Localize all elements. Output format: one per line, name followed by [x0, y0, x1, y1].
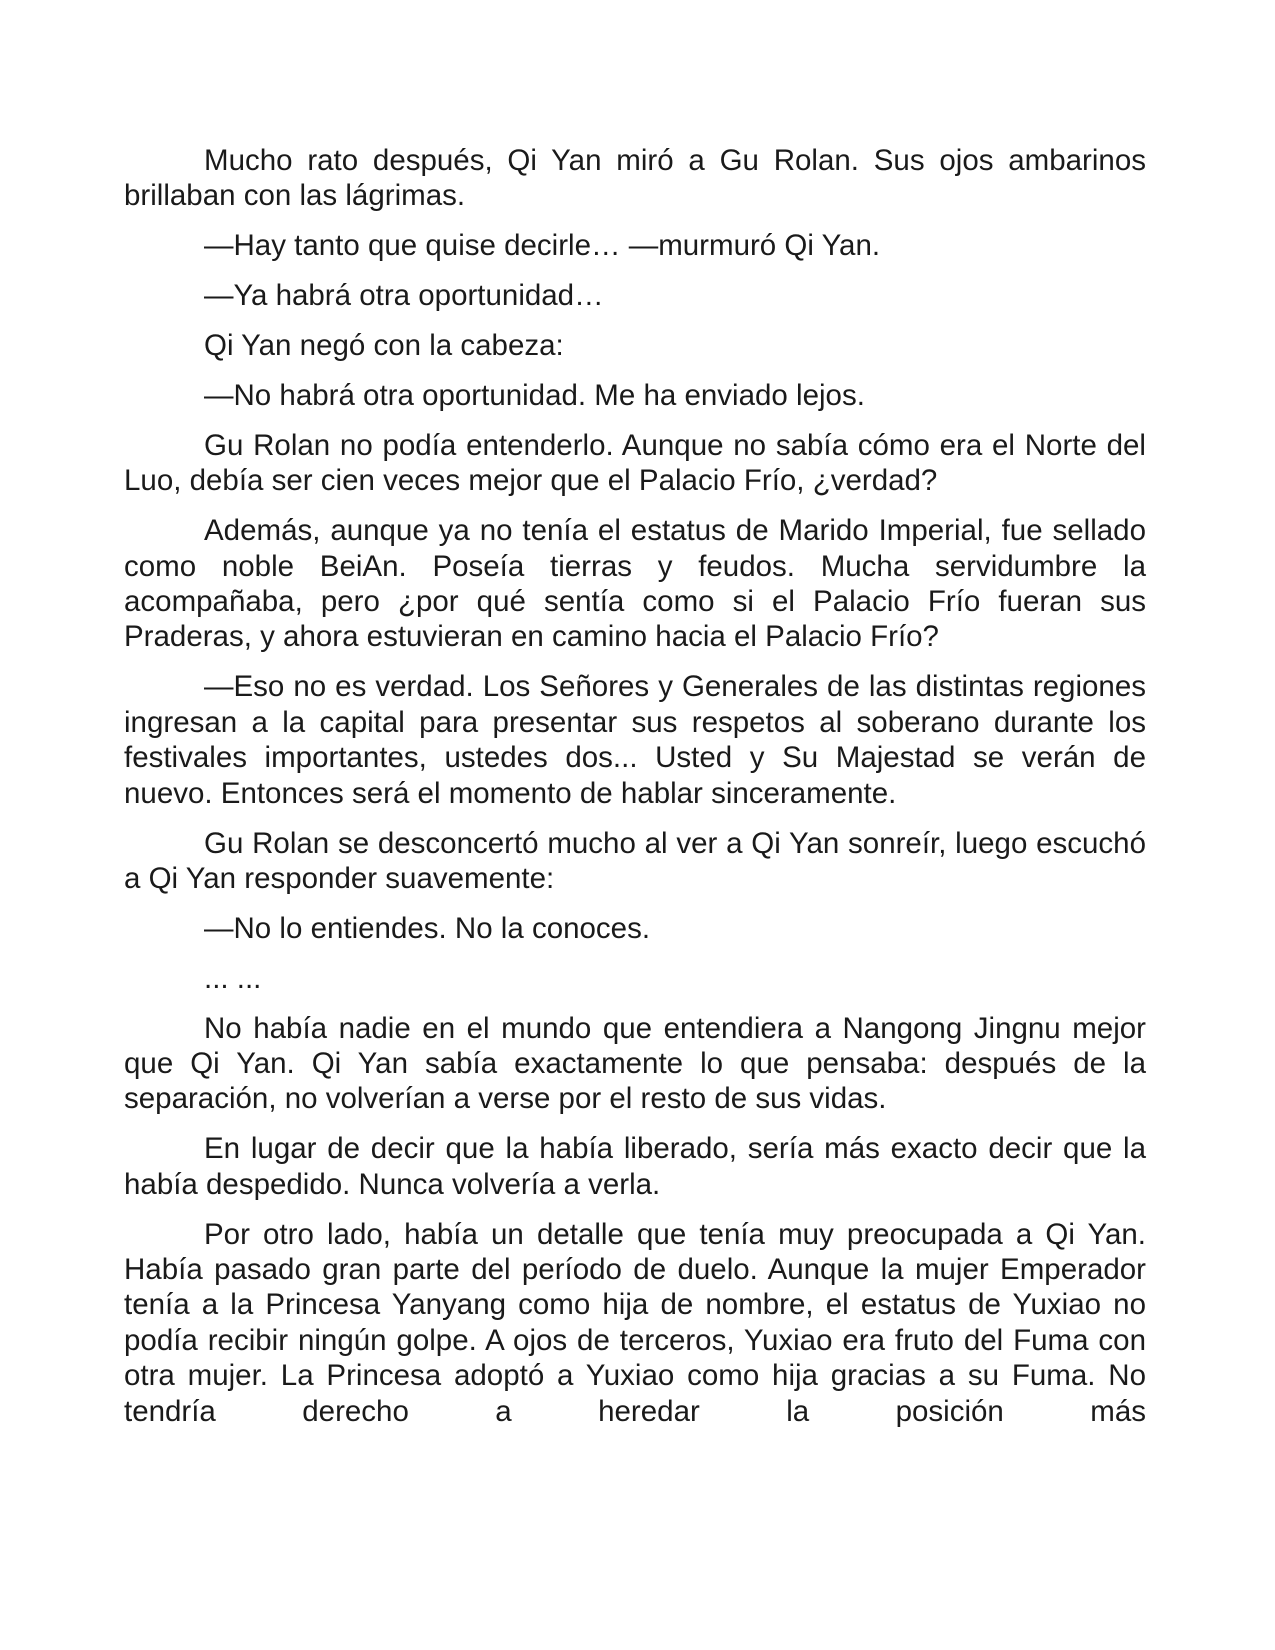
paragraph: —Ya habrá otra oportunidad…: [204, 279, 604, 313]
paragraph: No había nadie en el mundo que entendiera a Nangong Jingnu mejor que Qi Yan. Qi Yan sabía exactamente lo que pensaba: después de la separación, no volverían a verse por el resto de sus vidas.: [124, 1011, 1146, 1116]
paragraph: Además, aunque ya no tenía el estatus de Marido Imperial, fue sellado como noble BeiAn. Poseía tierras y feudos. Mucha servidumbre la acompañaba, pero ¿por qué sentía como si el Palacio Frío fueran sus Praderas, y ahora estuvieran en camino hacia el Palacio Frío?: [124, 514, 1146, 654]
paragraph: —No lo entiendes. No la conoces.: [204, 911, 651, 945]
paragraph: Mucho rato después, Qi Yan miró a Gu Rolan. Sus ojos ambarinos brillaban con las lágrimas.: [124, 144, 1146, 213]
paragraph: Gu Rolan se desconcertó mucho al ver a Qi Yan sonreír, luego escuchó a Qi Yan responder suavemente:: [124, 826, 1146, 895]
paragraph: Por otro lado, había un detalle que tenía muy preocupada a Qi Yan. Había pasado gran parte del período de duelo. Aunque la mujer Emperador tenía a la Princesa Yanyang como hija de nombre, el estatus de Yuxiao no podía recibir ningún golpe. A ojos de terceros, Yuxiao era fruto del Fuma con otra mujer. La Princesa adoptó a Yuxiao como hija gracias a su Fuma. No tendría derecho a heredar la posición más: [124, 1217, 1146, 1428]
paragraph: —No habrá otra oportunidad. Me ha enviado lejos.: [204, 379, 865, 413]
paragraph: Gu Rolan no podía entenderlo. Aunque no sabía cómo era el Norte del Luo, debía ser cien veces mejor que el Palacio Frío, ¿verdad?: [124, 428, 1146, 498]
scene-break: ... ...: [204, 961, 262, 995]
paragraph: Qi Yan negó con la cabeza:: [204, 329, 564, 363]
paragraph: —Eso no es verdad. Los Señores y Generales de las distintas regiones ingresan a la capital para presentar sus respetos al soberano durante los festivales importantes, ustedes dos... Usted y Su Majestad se verán de nuevo. Entonces será el momento de hablar sinceramente.: [124, 670, 1146, 810]
body-text: [124, 143, 1146, 1429]
paragraph: En lugar de decir que la había liberado, sería más exacto decir que la había despedido. Nunca volvería a verla.: [124, 1132, 1146, 1201]
paragraph: —Hay tanto que quise decirle… —murmuró Qi Yan.: [204, 229, 881, 263]
